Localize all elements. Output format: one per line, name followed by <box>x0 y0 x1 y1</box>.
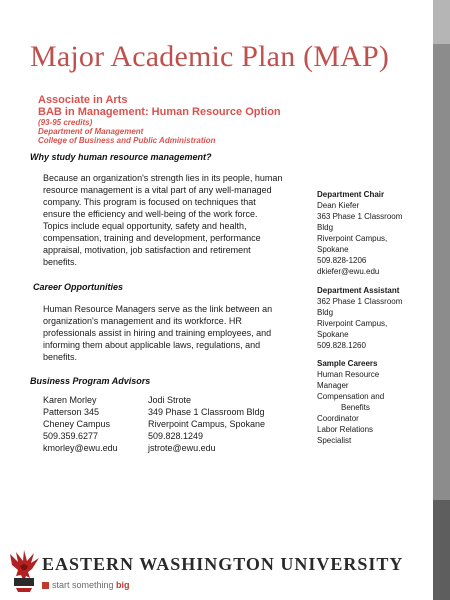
assistant-line: Bldg <box>317 308 334 317</box>
why-paragraph <box>43 172 311 268</box>
program-degree: Associate in Arts <box>38 94 128 106</box>
career-item: Benefits <box>341 403 370 412</box>
advisor-name: Jodi Strote <box>148 395 192 405</box>
why-line: compensation, training and development, performance <box>43 233 261 243</box>
chair-line: Bldg <box>317 223 334 232</box>
advisor-left <box>43 394 118 454</box>
program-info <box>38 94 281 145</box>
career-heading: Career Opportunities <box>33 282 124 292</box>
advisor-email[interactable]: kmorley@ewu.edu <box>43 443 118 453</box>
career-item: Compensation and <box>317 392 385 401</box>
chair-line: Spokane <box>317 245 349 254</box>
eagle-logo-icon <box>6 548 42 594</box>
career-paragraph <box>43 303 311 363</box>
side-bar-decoration <box>433 0 450 600</box>
assistant-line: 362 Phase 1 Classroom <box>317 297 403 306</box>
chair-line: Dean Kiefer <box>317 201 360 210</box>
university-logo <box>4 548 414 598</box>
career-line: Human Resource Managers serve as the link between an <box>43 304 273 314</box>
career-item: Labor Relations <box>317 425 374 434</box>
why-line: company. This program is focused on techniques that <box>43 197 256 207</box>
tagline-big: big <box>116 580 130 590</box>
chair-line: 363 Phase 1 Classroom <box>317 212 403 221</box>
advisor-phone: 509.359.6277 <box>43 431 99 441</box>
why-line: appraisal, motivation, job satisfaction and retirement <box>43 245 251 255</box>
side-bar-bottom <box>433 500 450 600</box>
chair-line: Riverpoint Campus, <box>317 234 388 243</box>
assistant-label: Department Assistant <box>317 286 400 295</box>
side-bar-top <box>433 0 450 44</box>
program-credits: (93-95 credits) <box>38 118 93 127</box>
why-line: Topics include equal opportunity, safety and health, <box>43 221 247 231</box>
chair-email[interactable]: dkiefer@ewu.edu <box>317 267 380 276</box>
assistant-line: 509.828.1260 <box>317 341 366 350</box>
advisors-heading: Business Program Advisors <box>30 376 151 386</box>
advisor-phone: 509.828.1249 <box>148 431 204 441</box>
career-item: Coordinator <box>317 414 359 423</box>
department-chair <box>317 189 435 277</box>
why-line: ensure the efficiency and well-being of the work force. <box>43 209 258 219</box>
why-heading: Why study human resource management? <box>30 152 212 162</box>
why-line: benefits. <box>43 257 78 267</box>
program-major: BAB in Management: Human Resource Option <box>38 106 281 118</box>
page-title: Major Academic Plan (MAP) <box>30 40 390 73</box>
career-item: Specialist <box>317 436 352 445</box>
why-line: Because an organization's strength lies in its people, human <box>43 173 283 183</box>
advisor-name: Karen Morley <box>43 395 97 405</box>
career-line: informing them about applicable laws, regulations, and <box>43 340 261 350</box>
advisor-campus: Cheney Campus <box>43 419 111 429</box>
advisor-office: Patterson 345 <box>43 407 100 417</box>
why-line: resource management is a vital part of any well-managed <box>43 185 272 195</box>
chair-line: 509.828-1206 <box>317 256 367 265</box>
careers-label: Sample Careers <box>317 359 378 368</box>
career-line: professionals assist in hiring and training employees, and <box>43 328 272 338</box>
advisor-email[interactable]: jstrote@ewu.edu <box>148 443 216 453</box>
square-bullet-icon <box>42 582 49 589</box>
advisor-right <box>148 394 265 454</box>
career-line: benefits. <box>43 352 78 362</box>
assistant-line: Riverpoint Campus, <box>317 319 388 328</box>
career-line: organization's management and its workforce. HR <box>43 316 242 326</box>
program-department: Department of Management <box>38 127 144 136</box>
department-assistant <box>317 285 435 351</box>
university-name: EASTERN WASHINGTON UNIVERSITY <box>42 554 404 574</box>
program-college: College of Business and Public Administration <box>38 136 216 145</box>
tagline-start: start something <box>52 580 114 590</box>
assistant-line: Spokane <box>317 330 349 339</box>
career-item: Human Resource <box>317 370 380 379</box>
advisor-office: 349 Phase 1 Classroom Bldg <box>148 407 265 417</box>
advisor-campus: Riverpoint Campus, Spokane <box>148 419 266 429</box>
tagline <box>42 580 130 590</box>
chair-label: Department Chair <box>317 190 385 199</box>
career-item: Manager <box>317 381 349 390</box>
sample-careers <box>317 358 435 446</box>
